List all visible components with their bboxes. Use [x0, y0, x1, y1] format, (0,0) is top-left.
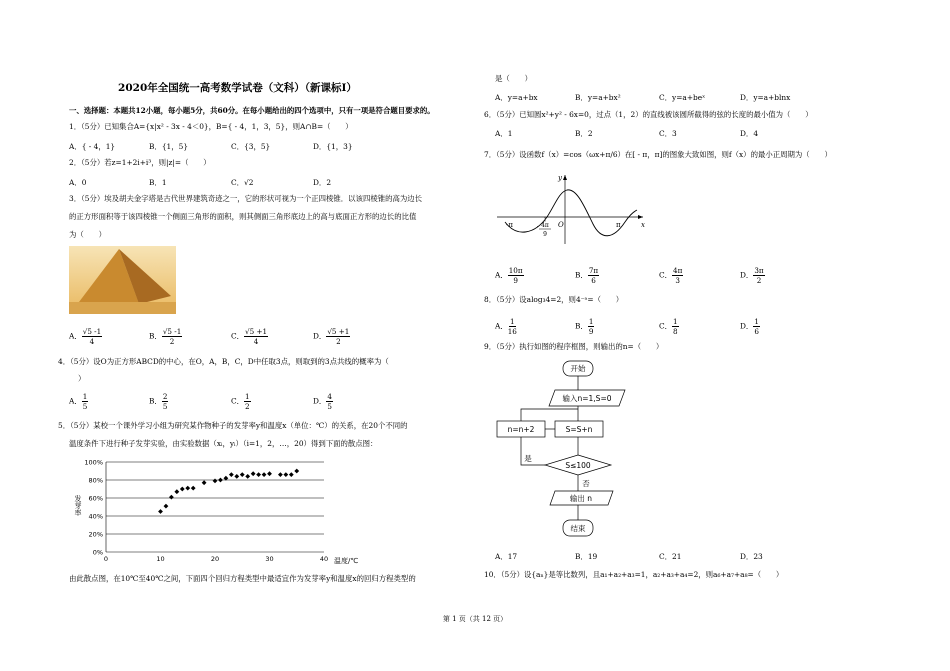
graph-mark-sign: -: [537, 223, 540, 230]
flow-start-label: 开始: [570, 364, 586, 373]
data-point: [267, 471, 272, 476]
graph-pi-label: π: [616, 221, 621, 229]
y-tick-label: 80%: [88, 476, 103, 485]
graph-mark-num: 4π: [541, 222, 549, 229]
data-point: [234, 474, 239, 479]
program-flowchart: [495, 357, 645, 542]
x-tick-label: 10: [156, 555, 165, 563]
q1-option-a: A．{ - 4，1}: [69, 142, 116, 151]
q2-option-a: A．0: [69, 178, 87, 187]
q6-option-a: A．1: [495, 129, 513, 138]
q5-option-b: B．y=a+bx²: [575, 93, 621, 102]
cosine-graph: [495, 172, 645, 247]
q4-stem-line1: 4．（5分）设O为正方形ABCD的中心，在O，A，B，C，D中任取3点，则取到的3点共线的概率为（: [58, 357, 389, 366]
q7-option-c: C． $\frac{4\pi}{3}$: [659, 266, 683, 285]
q5-stem-line2: 温度条件下进行种子发芽实验，由实验数据（xᵢ，yᵢ）（i=1，2，…，20）得到下面的散点图：: [69, 439, 378, 448]
q6-stem: 6．（5分）已知圆x²+y² - 6x=0，过点（1，2）的直线被该圆所截得的弦的长度的最小值为（ ）: [484, 110, 813, 119]
q2-option-d: D．2: [313, 178, 332, 187]
q6-option-b: B．2: [575, 129, 593, 138]
q1-option-b: B．{1，5}: [149, 142, 189, 151]
q8-option-b: B． $\frac{1}{9}$: [575, 317, 594, 336]
q3-stem-line1: 3．（5分）埃及胡夫金字塔是古代世界建筑奇迹之一，它的形状可视为一个正四棱锥．以该四棱锥的高为边长: [69, 194, 423, 203]
y-tick-label: 20%: [88, 530, 103, 539]
data-point: [185, 486, 190, 491]
graph-origin-label: O: [558, 221, 564, 229]
q4-option-d: D． $\frac{4}{5}$: [313, 392, 332, 411]
q8-option-a: A． $\frac{1}{16}$: [495, 317, 517, 336]
q5-option-d: D．y=a+blnx: [740, 93, 791, 102]
q9-option-d: D．23: [740, 552, 763, 561]
q7-stem: 7．（5分）设函数f（x）=cos（ωx+π/6）在[ - π，π]的图象大致如图，则f（x）的最小正周期为（ ）: [484, 150, 832, 159]
page-footer: 第 1 页（共 12 页）: [442, 615, 508, 623]
flow-output-label: 输出 n: [569, 494, 593, 503]
data-point: [174, 489, 179, 494]
pyramid-photo: [69, 246, 176, 314]
flow-condition-label: S≤100: [565, 461, 591, 470]
q3-option-b: B． $\frac{√5 -1}{2}$: [149, 327, 182, 346]
graph-x-label: x: [641, 221, 645, 229]
y-tick-label: 0%: [92, 548, 103, 557]
q9-option-b: B．19: [575, 552, 598, 561]
data-point: [158, 509, 163, 514]
q6-option-c: C．3: [659, 129, 677, 138]
y-tick-label: 60%: [88, 494, 103, 503]
graph-mark-den: 9: [543, 231, 547, 238]
q3-option-a: A． $\frac{√5 -1}{4}$: [69, 327, 102, 346]
q10-stem: 10．（5分）设{aₙ}是等比数列，且a₁+a₂+a₃=1，a₂+a₃+a₄=2，则a₆+a₇+a₈=（ ）: [484, 570, 784, 579]
germination-scatter-chart: [70, 455, 360, 570]
q3-stem-line2: 的正方形面积等于该四棱锥一个侧面三角形的面积，则其侧面三角形底边上的高与底面正方形的边长的比值: [69, 212, 417, 221]
data-point: [251, 471, 256, 476]
q5-stem-line1: 5．（5分）某校一个课外学习小组为研究某作物种子的发芽率y和温度x（单位：℃）的关系，在20个不同的: [58, 421, 408, 430]
data-point: [218, 478, 223, 483]
x-tick-label: 0: [103, 555, 109, 563]
q7-option-d: D． $\frac{3\pi}{2}$: [740, 266, 764, 285]
data-point: [169, 495, 174, 500]
graph-y-label: y: [558, 174, 562, 182]
data-point: [191, 486, 196, 491]
data-point: [289, 472, 294, 477]
data-point: [202, 480, 207, 485]
q7-option-b: B． $\frac{7\pi}{6}$: [575, 266, 599, 285]
y-tick-label: 100%: [84, 458, 103, 467]
q2-option-c: C．√2: [231, 178, 254, 187]
q5-stem-cont: 是（ ）: [495, 74, 532, 83]
data-point: [256, 472, 261, 477]
q3-option-d: D． $\frac{√5 +1}{2}$: [313, 327, 350, 346]
q2-option-b: B．1: [149, 178, 167, 187]
q3-option-c: C． $\frac{√5 +1}{4}$: [231, 327, 268, 346]
q2-stem: 2．（5分）若z=1+2i+i³，则|z|=（ ）: [69, 158, 211, 167]
data-point: [262, 472, 267, 477]
q7-option-a: A． $\frac{10\pi}{9}$: [495, 266, 523, 285]
q8-option-d: D． $\frac{1}{6}$: [740, 317, 759, 336]
flow-assign-label: S=S+n: [565, 425, 593, 434]
q5-option-c: C．y=a+beˣ: [659, 93, 706, 102]
q9-option-a: A．17: [495, 552, 518, 561]
x-tick-label: 40: [319, 555, 329, 563]
data-point: [164, 504, 169, 509]
q5-stem-line3: 由此散点图，在10℃至40℃之间，下面四个回归方程类型中最适宜作为发芽率y和温度x的回归方程类型的: [69, 574, 416, 583]
graph-neg-pi-label: -π: [506, 221, 513, 229]
q6-option-d: D．4: [740, 129, 759, 138]
q8-stem: 8．（5分）设alog₃4=2，则4⁻ᵃ=（ ）: [484, 295, 624, 304]
flow-yes-label: 是: [524, 454, 532, 463]
y-axis-label: 发芽率: [74, 495, 82, 516]
flow-input-label: 输入n=1,S=0: [562, 394, 612, 403]
flow-end-label: 结束: [570, 524, 586, 533]
q9-stem: 9．（5分）执行如图的程序框图，则输出的n=（ ）: [484, 342, 664, 351]
q3-stem-line3: 为（ ）: [69, 230, 106, 239]
x-tick-label: 30: [265, 555, 274, 563]
x-tick-label: 20: [210, 555, 220, 563]
y-tick-label: 40%: [88, 512, 103, 521]
data-point: [213, 479, 218, 484]
data-point: [283, 472, 288, 477]
section-heading: 一、选择题：本题共12小题，每小题5分，共60分。在每小题给出的四个选项中，只有一项是符合题目要求的。: [69, 106, 435, 115]
q1-stem: 1．（5分）已知集合A={x|x² - 3x - 4＜0}，B={ - 4，1，3，5}，则A∩B=（ ）: [69, 122, 353, 131]
x-axis-label: 温度/℃: [334, 557, 359, 565]
page-title: 2020年全国统一高考数学试卷（文科）（新课标Ⅰ）: [118, 82, 357, 94]
q4-option-c: C． $\frac{1}{2}$: [231, 392, 250, 411]
data-point: [278, 472, 283, 477]
q4-option-a: A． $\frac{1}{5}$: [69, 392, 88, 411]
data-point: [245, 474, 250, 479]
q4-option-b: B． $\frac{2}{5}$: [149, 392, 168, 411]
data-point: [229, 472, 234, 477]
data-point: [240, 472, 245, 477]
q4-stem-line2: ）: [78, 374, 86, 383]
q9-option-c: C．21: [659, 552, 682, 561]
q8-option-c: C． $\frac{1}{8}$: [659, 317, 678, 336]
flow-increment-label: n=n+2: [507, 425, 535, 434]
q1-option-c: C．{3，5}: [231, 142, 271, 151]
data-point: [180, 487, 185, 492]
flow-no-label: 否: [582, 479, 590, 488]
q5-option-a: A．y=a+bx: [495, 93, 538, 102]
q1-option-d: D．{1，3}: [313, 142, 353, 151]
data-point: [294, 469, 299, 474]
